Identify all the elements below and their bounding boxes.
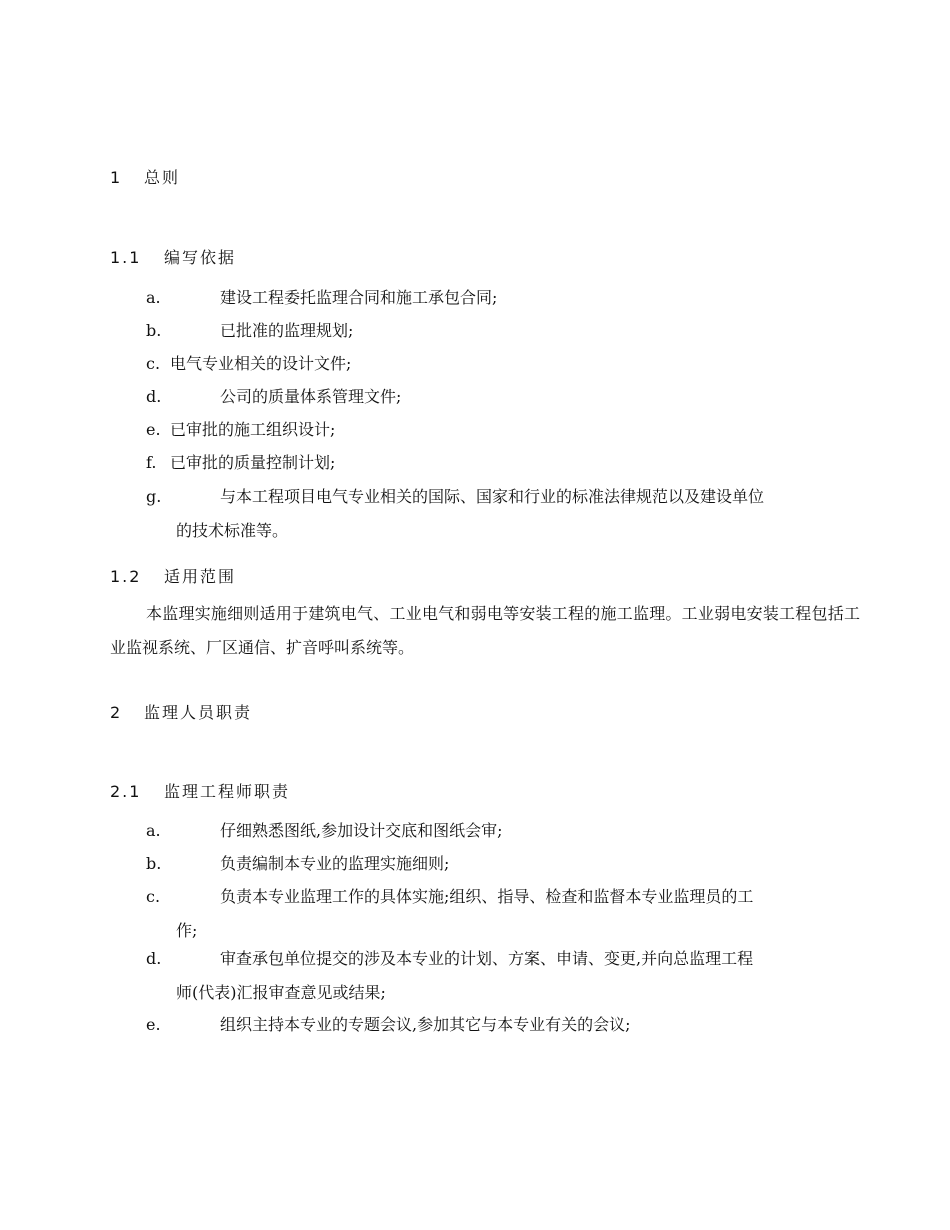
heading-2 <box>110 700 252 723</box>
list-item <box>146 480 858 548</box>
heading-title: 监理工程师职责 <box>164 782 291 801</box>
list-text: 组织主持本专业的专题会议,参加其它与本专业有关的会议; <box>220 1015 631 1034</box>
heading-title: 适用范围 <box>164 567 237 586</box>
list-text: 公司的质量体系管理文件; <box>220 387 402 406</box>
heading-1-1 <box>110 245 236 268</box>
list-marker: c. <box>146 354 161 373</box>
list-text-continuation: 师(代表)汇报审查意见或结果; <box>176 983 386 1002</box>
list-item <box>146 413 858 447</box>
heading-1 <box>110 165 180 188</box>
list-item <box>146 281 858 315</box>
list-text: 负责编制本专业的监理实施细则; <box>220 854 450 873</box>
heading-number: 1.2 <box>110 567 142 586</box>
heading-number: 2 <box>110 703 123 722</box>
list-marker: b. <box>146 854 162 873</box>
heading-2-1 <box>110 779 290 802</box>
list-text: 审查承包单位提交的涉及本专业的计划、方案、申请、变更,并向总监理工程 <box>220 949 754 968</box>
list-marker: g. <box>146 487 162 506</box>
list-text-continuation: 作; <box>176 921 198 940</box>
list-text: 仔细熟悉图纸,参加设计交底和图纸会审; <box>220 821 503 840</box>
list-marker: e. <box>146 1015 161 1034</box>
scope-paragraph: 本监理实施细则适用于建筑电气、工业电气和弱电等安装工程的施工监理。工业弱电安装工程包括工业监视系统、厂区通信、扩音呼叫系统等。 <box>110 604 860 657</box>
heading-1-2 <box>110 564 236 587</box>
list-text: 负责本专业监理工作的具体实施;组织、指导、检查和监督本专业监理员的工 <box>220 887 754 906</box>
list-item <box>146 1008 858 1042</box>
list-text: 电气专业相关的设计文件; <box>170 354 352 373</box>
heading-title: 总则 <box>144 168 181 187</box>
list-marker: a. <box>146 821 161 840</box>
list-item <box>146 942 858 1010</box>
list-marker: f. <box>146 453 157 472</box>
list-item <box>146 847 858 881</box>
list-text: 已批准的监理规划; <box>220 321 354 340</box>
heading-number: 1.1 <box>110 248 142 267</box>
heading-number: 2.1 <box>110 782 142 801</box>
list-item <box>146 314 858 348</box>
list-text-continuation: 的技术标准等。 <box>176 521 289 540</box>
list-item <box>146 380 858 414</box>
list-marker: c. <box>146 887 161 906</box>
list-marker: d. <box>146 949 162 968</box>
list-text: 与本工程项目电气专业相关的国际、国家和行业的标准法律规范以及建设单位 <box>220 487 765 506</box>
list-item <box>146 880 858 948</box>
list-marker: e. <box>146 420 161 439</box>
list-item <box>146 446 858 480</box>
list-text: 已审批的质量控制计划; <box>170 453 336 472</box>
list-item <box>146 347 858 381</box>
heading-title: 编写依据 <box>164 248 237 267</box>
list-text: 建设工程委托监理合同和施工承包合同; <box>220 288 498 307</box>
heading-title: 监理人员职责 <box>144 703 253 722</box>
list-marker: d. <box>146 387 162 406</box>
list-item <box>146 814 858 848</box>
list-text: 已审批的施工组织设计; <box>170 420 336 439</box>
heading-number: 1 <box>110 168 123 187</box>
list-marker: a. <box>146 288 161 307</box>
list-marker: b. <box>146 321 162 340</box>
